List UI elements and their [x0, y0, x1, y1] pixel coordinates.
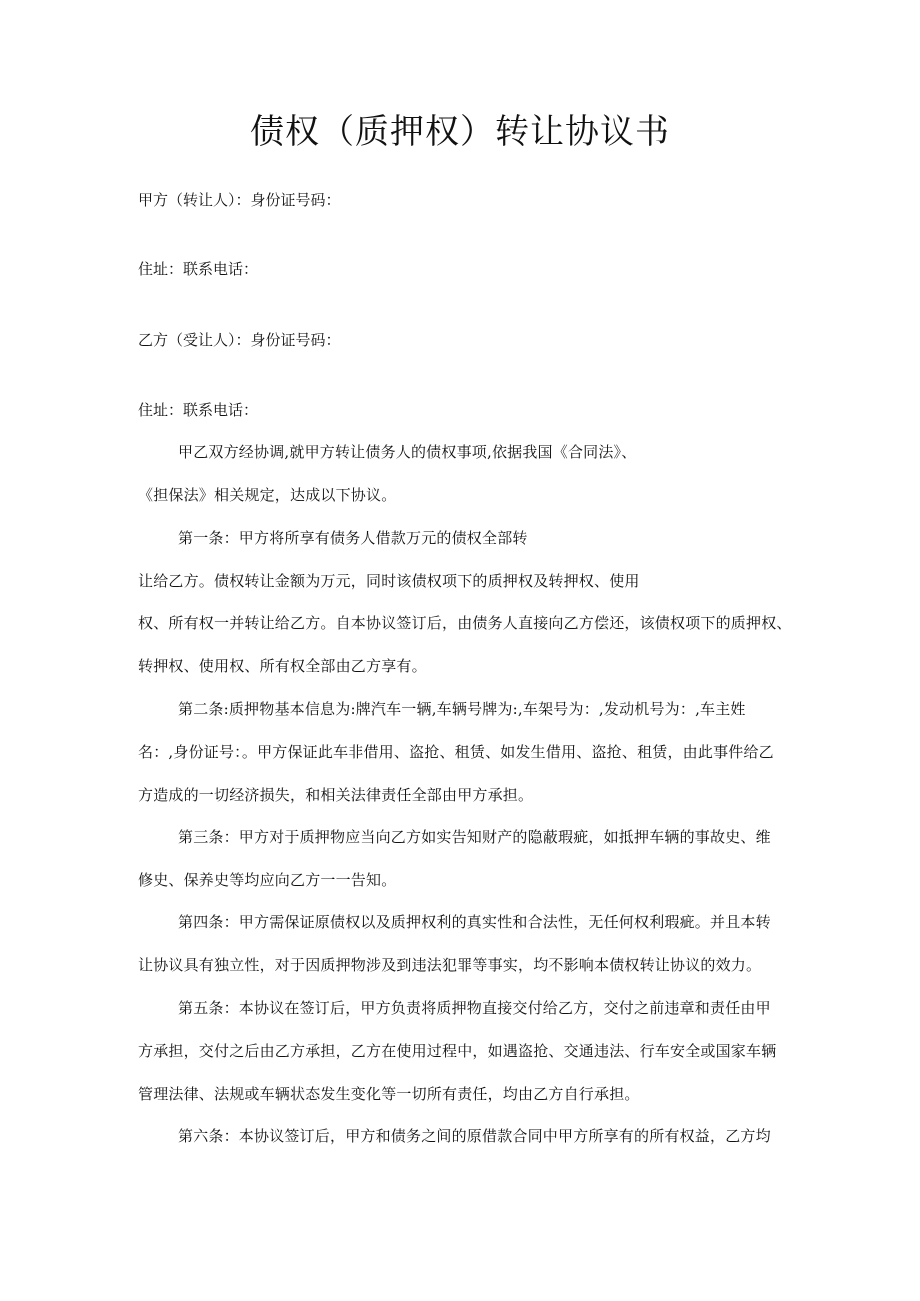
paragraph-line: 转押权、使用权、所有权全部由乙方享有。: [138, 657, 427, 675]
party-a-contact-field: 住址：联系电话：: [138, 260, 259, 278]
paragraph-line: 第四条：甲方需保证原债权以及质押权利的真实性和合法性，无任何权利瑕疵。并且本转: [178, 913, 771, 931]
paragraph-line: 第二条:质押物基本信息为:牌汽车一辆,车辆号牌为:,车架号为：,发动机号为：,车主姓: [178, 700, 746, 718]
paragraph-line: 修史、保养史等均应向乙方一一告知。: [138, 871, 397, 889]
paragraph-line: 管理法律、法规或车辆状态发生变化等一切所有责任，均由乙方自行承担。: [138, 1085, 640, 1103]
party-b-contact-field: 住址：联系电话：: [138, 401, 259, 419]
paragraph-line: 《担保法》相关规定，达成以下协议。: [138, 486, 397, 504]
paragraph-line: 第五条：本协议在签订后，甲方负责将质押物直接交付给乙方，交付之前违章和责任由甲: [178, 999, 771, 1017]
paragraph-line: 方造成的一切经济损失，和相关法律责任全部由甲方承担。: [138, 786, 534, 804]
paragraph-line: 方承担，交付之后由乙方承担，乙方在使用过程中，如遇盗抢、交通违法、行车安全或国家车辆: [138, 1042, 777, 1060]
paragraph-line: 第六条：本协议签订后，甲方和债务之间的原借款合同中甲方所享有的所有权益，乙方均: [178, 1127, 771, 1145]
paragraph-line: 甲乙双方经协调,就甲方转让债务人的债权事项,依据我国《合同法》、: [178, 443, 637, 461]
document-title: 债权（质押权）转让协议书: [250, 112, 670, 152]
party-b-id-field: 乙方（受让人）：身份证号码：: [138, 331, 341, 349]
paragraph-line: 名：,身份证号：。甲方保证此车非借用、盗抢、租赁、如发生借用、盗抢、租赁，由此事件给乙: [138, 743, 774, 761]
paragraph-line: 第三条：甲方对于质押物应当向乙方如实告知财产的隐蔽瑕疵，如抵押车辆的事故史、维: [178, 828, 771, 846]
paragraph-line: 让给乙方。债权转让金额为万元，同时该债权项下的质押权及转押权、使用: [138, 572, 640, 590]
paragraph-line: 让协议具有独立性，对于因质押物涉及到违法犯罪等事实，均不影响本债权转让协议的效力。: [138, 956, 762, 974]
party-a-id-field: 甲方（转让人）：身份证号码：: [138, 191, 341, 209]
paragraph-line: 第一条：甲方将所享有债务人借款万元的债权全部转: [178, 529, 528, 547]
paragraph-line: 权、所有权一并转让给乙方。自本协议签订后，由债务人直接向乙方偿还，该债权项下的质押权、: [138, 614, 792, 632]
